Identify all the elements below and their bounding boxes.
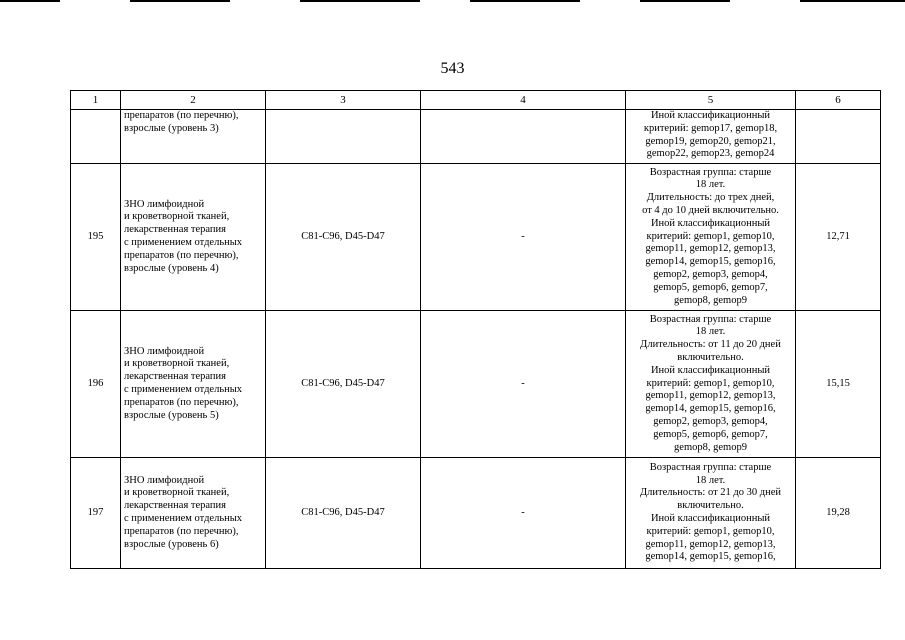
scan-edge-mark [800,0,905,2]
row-number: 196 [71,311,121,458]
row-number [71,110,121,164]
scan-edge-mark [470,0,580,2]
scan-edge-mark [130,0,230,2]
column-header: 1 [71,91,121,110]
column-header: 5 [626,91,796,110]
column-header: 2 [121,91,266,110]
table-row [71,311,881,458]
page-number: 543 [440,60,465,77]
row-name: ЗНО лимфоидной и кроветворной тканей, лекарственная терапия с применением отдельных препаратов (по перечню), взрослые (уровень 5) [121,311,266,458]
scan-edge-mark [300,0,420,2]
column-header: 6 [796,91,881,110]
row-criteria: Возрастная группа: старше 18 лет. Длительность: до трех дней, от 4 до 10 дней включительно. Иной классификационный критерий: gemop1, gemop10, gemop11, gemop12, gemop13, gemop14, gemop15, gemop16, gemop2, gemop3, gemop4, gemop5, gemop6, gemop7, gemop8, gemop9 [626,164,796,311]
table-row [71,110,881,164]
row-coefficient: 15,15 [796,311,881,458]
row-criteria: Иной классификационный критерий: gemop17, gemop18, gemop19, gemop20, gemop21, gemop22, gemop23, gemop24 [626,110,796,164]
row-codes: C81-C96, D45-D47 [266,458,421,569]
row-codes [266,110,421,164]
scan-edge-mark [0,0,60,2]
row-col4: - [421,164,626,311]
tariff-table [70,90,881,569]
table-header-row [71,91,881,110]
scan-edge-mark [640,0,730,2]
row-col4: - [421,458,626,569]
column-header: 3 [266,91,421,110]
row-number: 197 [71,458,121,569]
row-codes: C81-C96, D45-D47 [266,311,421,458]
row-criteria: Возрастная группа: старше 18 лет. Длительность: от 11 до 20 дней включительно. Иной классификационный критерий: gemop1, gemop10, gemop11, gemop12, gemop13, gemop14, gemop15, gemop16, gemop2, gemop3, gemop4, gemop5, gemop6, gemop7, gemop8, gemop9 [626,311,796,458]
table-row [71,164,881,311]
row-coefficient: 19,28 [796,458,881,569]
row-criteria: Возрастная группа: старше 18 лет. Длительность: от 21 до 30 дней включительно. Иной классификационный критерий: gemop1, gemop10, gemop11, gemop12, gemop13, gemop14, gemop15, gemop16, [626,458,796,569]
table-row [71,458,881,569]
row-col4 [421,110,626,164]
row-name: препаратов (по перечню), взрослые (уровень 3) [121,110,266,164]
row-name: ЗНО лимфоидной и кроветворной тканей, лекарственная терапия с применением отдельных препаратов (по перечню), взрослые (уровень 6) [121,458,266,569]
row-codes: C81-C96, D45-D47 [266,164,421,311]
row-number: 195 [71,164,121,311]
row-coefficient: 12,71 [796,164,881,311]
row-name: ЗНО лимфоидной и кроветворной тканей, лекарственная терапия с применением отдельных препаратов (по перечню), взрослые (уровень 4) [121,164,266,311]
column-header: 4 [421,91,626,110]
row-coefficient [796,110,881,164]
row-col4: - [421,311,626,458]
